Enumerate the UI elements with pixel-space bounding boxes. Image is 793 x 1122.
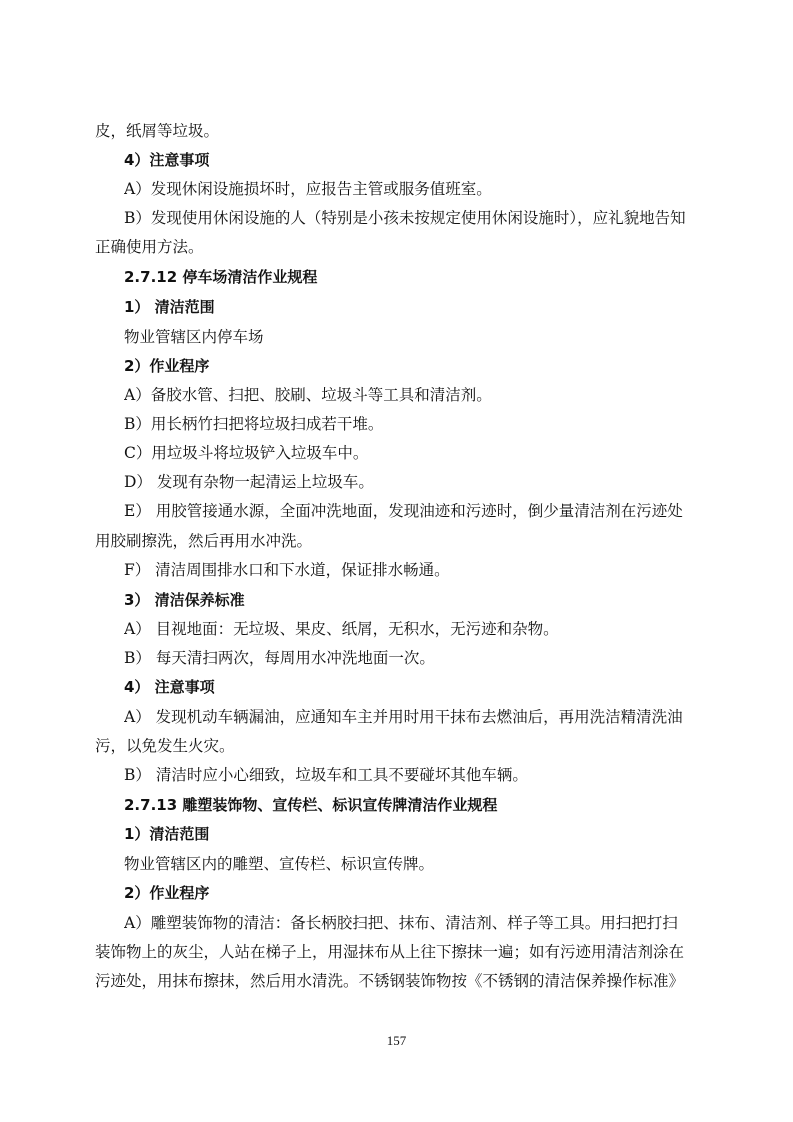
paragraph-line: A）雕塑装饰物的清洁：备长柄胶扫把、抹布、清洁剂、样子等工具。用扫把打扫 <box>124 914 678 932</box>
section-heading: 1） 清洁范围 <box>124 298 215 316</box>
paragraph-line: 污迹处，用抹布擦抹，然后用水清洗。不锈钢装饰物按《不锈钢的清洁保养操作标准》 <box>95 972 685 990</box>
section-heading: 4）注意事项 <box>124 151 210 169</box>
paragraph-line: E） 用胶管接通水源，全面冲洗地面，发现油迹和污迹时，倒少量清洁剂在污迹处 <box>124 502 683 520</box>
paragraph-line: 装饰物上的灰尘，人站在梯子上，用湿抹布从上往下擦抹一遍；如有污迹用清洁剂涂在 <box>95 943 685 961</box>
section-heading: 1）清洁范围 <box>124 825 210 843</box>
section-heading: 2）作业程序 <box>124 884 210 902</box>
paragraph-line: 污，以免发生火灾。 <box>95 737 235 755</box>
paragraph-line: B）发现使用休闲设施的人（特别是小孩未按规定使用休闲设施时），应礼貌地告知 <box>124 209 686 227</box>
page-number: 157 <box>386 1033 407 1048</box>
paragraph-line: B）用长柄竹扫把将垃圾扫成若干堆。 <box>124 415 384 433</box>
chapter-heading: 2.7.12 停车场清洁作业规程 <box>124 268 318 286</box>
chapter-heading: 2.7.13 雕塑装饰物、宣传栏、标识宣传牌清洁作业规程 <box>124 796 498 814</box>
paragraph-line: A）备胶水管、扫把、胶刷、垃圾斗等工具和清洁剂。 <box>124 386 492 404</box>
paragraph-line: B） 清洁时应小心细致，垃圾车和工具不要碰坏其他车辆。 <box>124 766 528 784</box>
paragraph-line: 物业管辖区内的雕塑、宣传栏、标识宣传牌。 <box>124 855 435 873</box>
paragraph-line: A）发现休闲设施损坏时，应报告主管或服务值班室。 <box>124 180 492 198</box>
paragraph-line: A） 发现机动车辆漏油，应通知车主并用时用干抹布去燃油后，再用洗洁精清洗油 <box>124 708 683 726</box>
paragraph-line: D） 发现有杂物一起清运上垃圾车。 <box>124 473 374 491</box>
paragraph-line: F） 清洁周围排水口和下水道，保证排水畅通。 <box>124 561 450 579</box>
paragraph-line: A） 目视地面：无垃圾、果皮、纸屑，无积水，无污迹和杂物。 <box>124 620 559 638</box>
paragraph-line: C）用垃圾斗将垃圾铲入垃圾车中。 <box>124 444 369 462</box>
section-heading: 4） 注意事项 <box>124 678 215 696</box>
paragraph-line: 物业管辖区内停车场 <box>124 328 264 346</box>
paragraph-line: 用胶刷擦洗，然后再用水冲洗。 <box>95 532 313 550</box>
paragraph-line: 皮，纸屑等垃圾。 <box>95 122 220 140</box>
section-heading: 2）作业程序 <box>124 357 210 375</box>
paragraph-line: B） 每天清扫两次，每周用水冲洗地面一次。 <box>124 649 435 667</box>
section-heading: 3） 清洁保养标准 <box>124 591 245 609</box>
paragraph-line: 正确使用方法。 <box>95 238 204 256</box>
